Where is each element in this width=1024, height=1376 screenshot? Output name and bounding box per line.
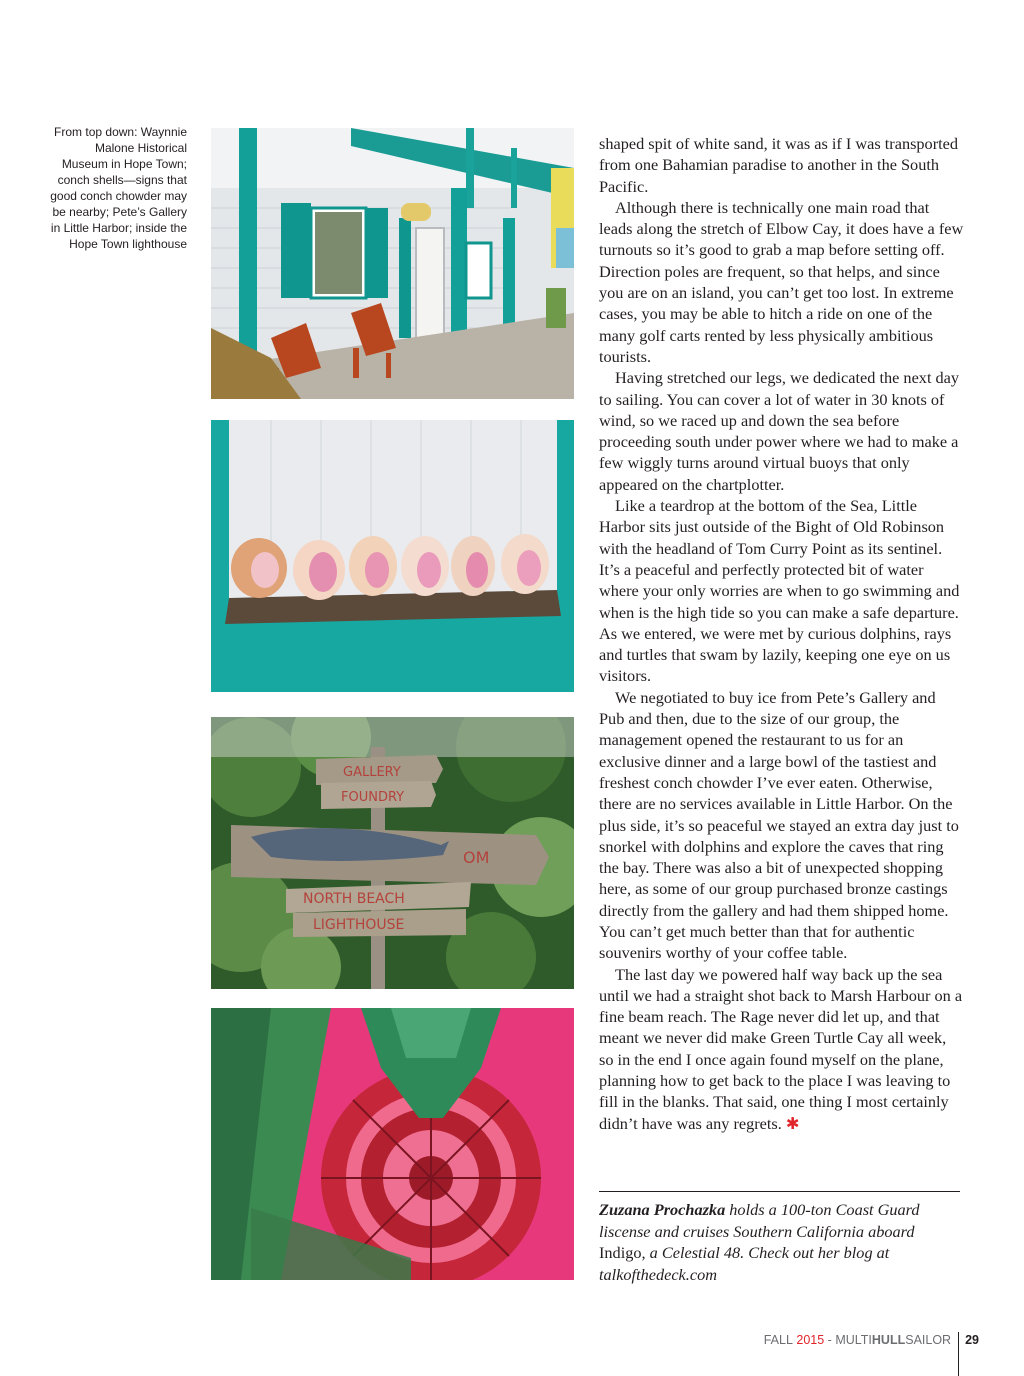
article-paragraph: We negotiated to buy ice from Pete’s Gallery and Pub and then, due to the size of our group, the management opened the restaurant to us for an exclusive dinner and a large bowl of the tastiest and freshest conch chowder I’ve ever eaten. Otherwise, there are no services available in Little Harbor. On the plus side, it’s so peaceful we stayed an extra day just to snorkel with dolphins and explore the caves that ring the bay. There was also a bit of unexpected shopping here, as some of our group purchased bronze castings directly from the gallery and had them shipped home. You can’t get much better than that for authentic souvenirs worthy of your coffee table.: [599, 687, 959, 963]
photo-caption: From top down: Waynnie Malone Historical Museum in Hope Town; conch shells—signs that good conch chowder may be nearby; Pete’s Gallery in Little Harbor; inside the Hope Town lighthouse: [50, 125, 187, 251]
end-mark-icon: ✱: [785, 1113, 800, 1133]
article-body: [599, 133, 964, 1134]
footer-season: FALL: [763, 1333, 793, 1347]
article-paragraph: Although there is technically one main road that leads along the stretch of Elbow Cay, it does have a few turnouts so it’s good to grab a map before setting off. Direction poles are frequent, so that helps, and since you are on an island, you can’t get too lost. In extreme cases, you may be able to hitch a ride on one of the many golf carts rented by less physically ambitious tourists.: [599, 197, 964, 366]
sign-foundry: FOUNDRY: [341, 790, 405, 805]
footer-separator: -: [827, 1333, 832, 1347]
bio-text: holds a 100-ton Coast Guard liscense and cruises Southern California aboard: [599, 1200, 920, 1241]
article-paragraph: shaped spit of white sand, it was as if I was transported from one Bahamian paradise to another in the South Pacific.: [599, 134, 959, 196]
photo-museum-porch: [211, 128, 574, 399]
sign-gallery: GALLERY: [343, 765, 401, 780]
footer-year: 2015: [796, 1333, 825, 1347]
page-footer: [764, 1332, 979, 1348]
sign-lighthouse: LIGHTHOUSE: [313, 917, 405, 933]
bio-text: , a Celestial 48. Check out her blog at talkofthedeck.com: [599, 1243, 890, 1284]
photo-lighthouse-interior: [211, 1008, 574, 1280]
sign-north-beach: NORTH BEACH: [303, 891, 405, 907]
sign-om: OM: [463, 848, 490, 867]
photo-gallery-signpost: [211, 717, 574, 989]
footer-brand-multi: MULTI: [835, 1333, 872, 1347]
footer-divider: [958, 1332, 959, 1376]
page-number: 29: [965, 1333, 979, 1347]
boat-name: Indigo: [599, 1243, 642, 1262]
article-paragraph: Having stretched our legs, we dedicated the next day to sailing. You can cover a lot of water in 30 knots of wind, so we raced up and down the sea before proceeding south under power where we had to make a few wiggly turns around virtual buoys that only appeared on the chartplotter.: [599, 368, 960, 494]
bio-divider: [599, 1191, 960, 1192]
footer-brand-hull: HULL: [871, 1333, 906, 1347]
article-last-paragraph: [599, 964, 964, 1134]
author-bio: [599, 1199, 961, 1285]
footer-brand-sailor: SAILOR: [905, 1333, 952, 1347]
author-name: Zuzana Prochazka: [599, 1200, 726, 1219]
article-paragraph-text: The last day we powered half way back up the sea until we had a straight shot back to Marsh Harbour on a fine beam reach. The Rage never did let up, and that meant we never did make Green Turtle Cay all week, so in the end I once again found myself on the plane, planning how to get back to the place I was leaving to fill in the blanks. That said, one thing I most certainly didn’t have was any regrets.: [599, 964, 963, 1133]
article-paragraph: Like a teardrop at the bottom of the Sea, Little Harbor sits just outside of the Bight of Old Robinson with the headland of Tom Curry Point as its sentinel. It’s a peaceful and perfectly protected bit of water where your only worries are when to go swimming and when is the high tide so you can make a safe departure. As we entered, we were met by curious dolphins, rays and turtles that swam by lazily, keeping one eye on us visitors.: [599, 496, 960, 686]
photo-conch-shells: [211, 420, 574, 692]
